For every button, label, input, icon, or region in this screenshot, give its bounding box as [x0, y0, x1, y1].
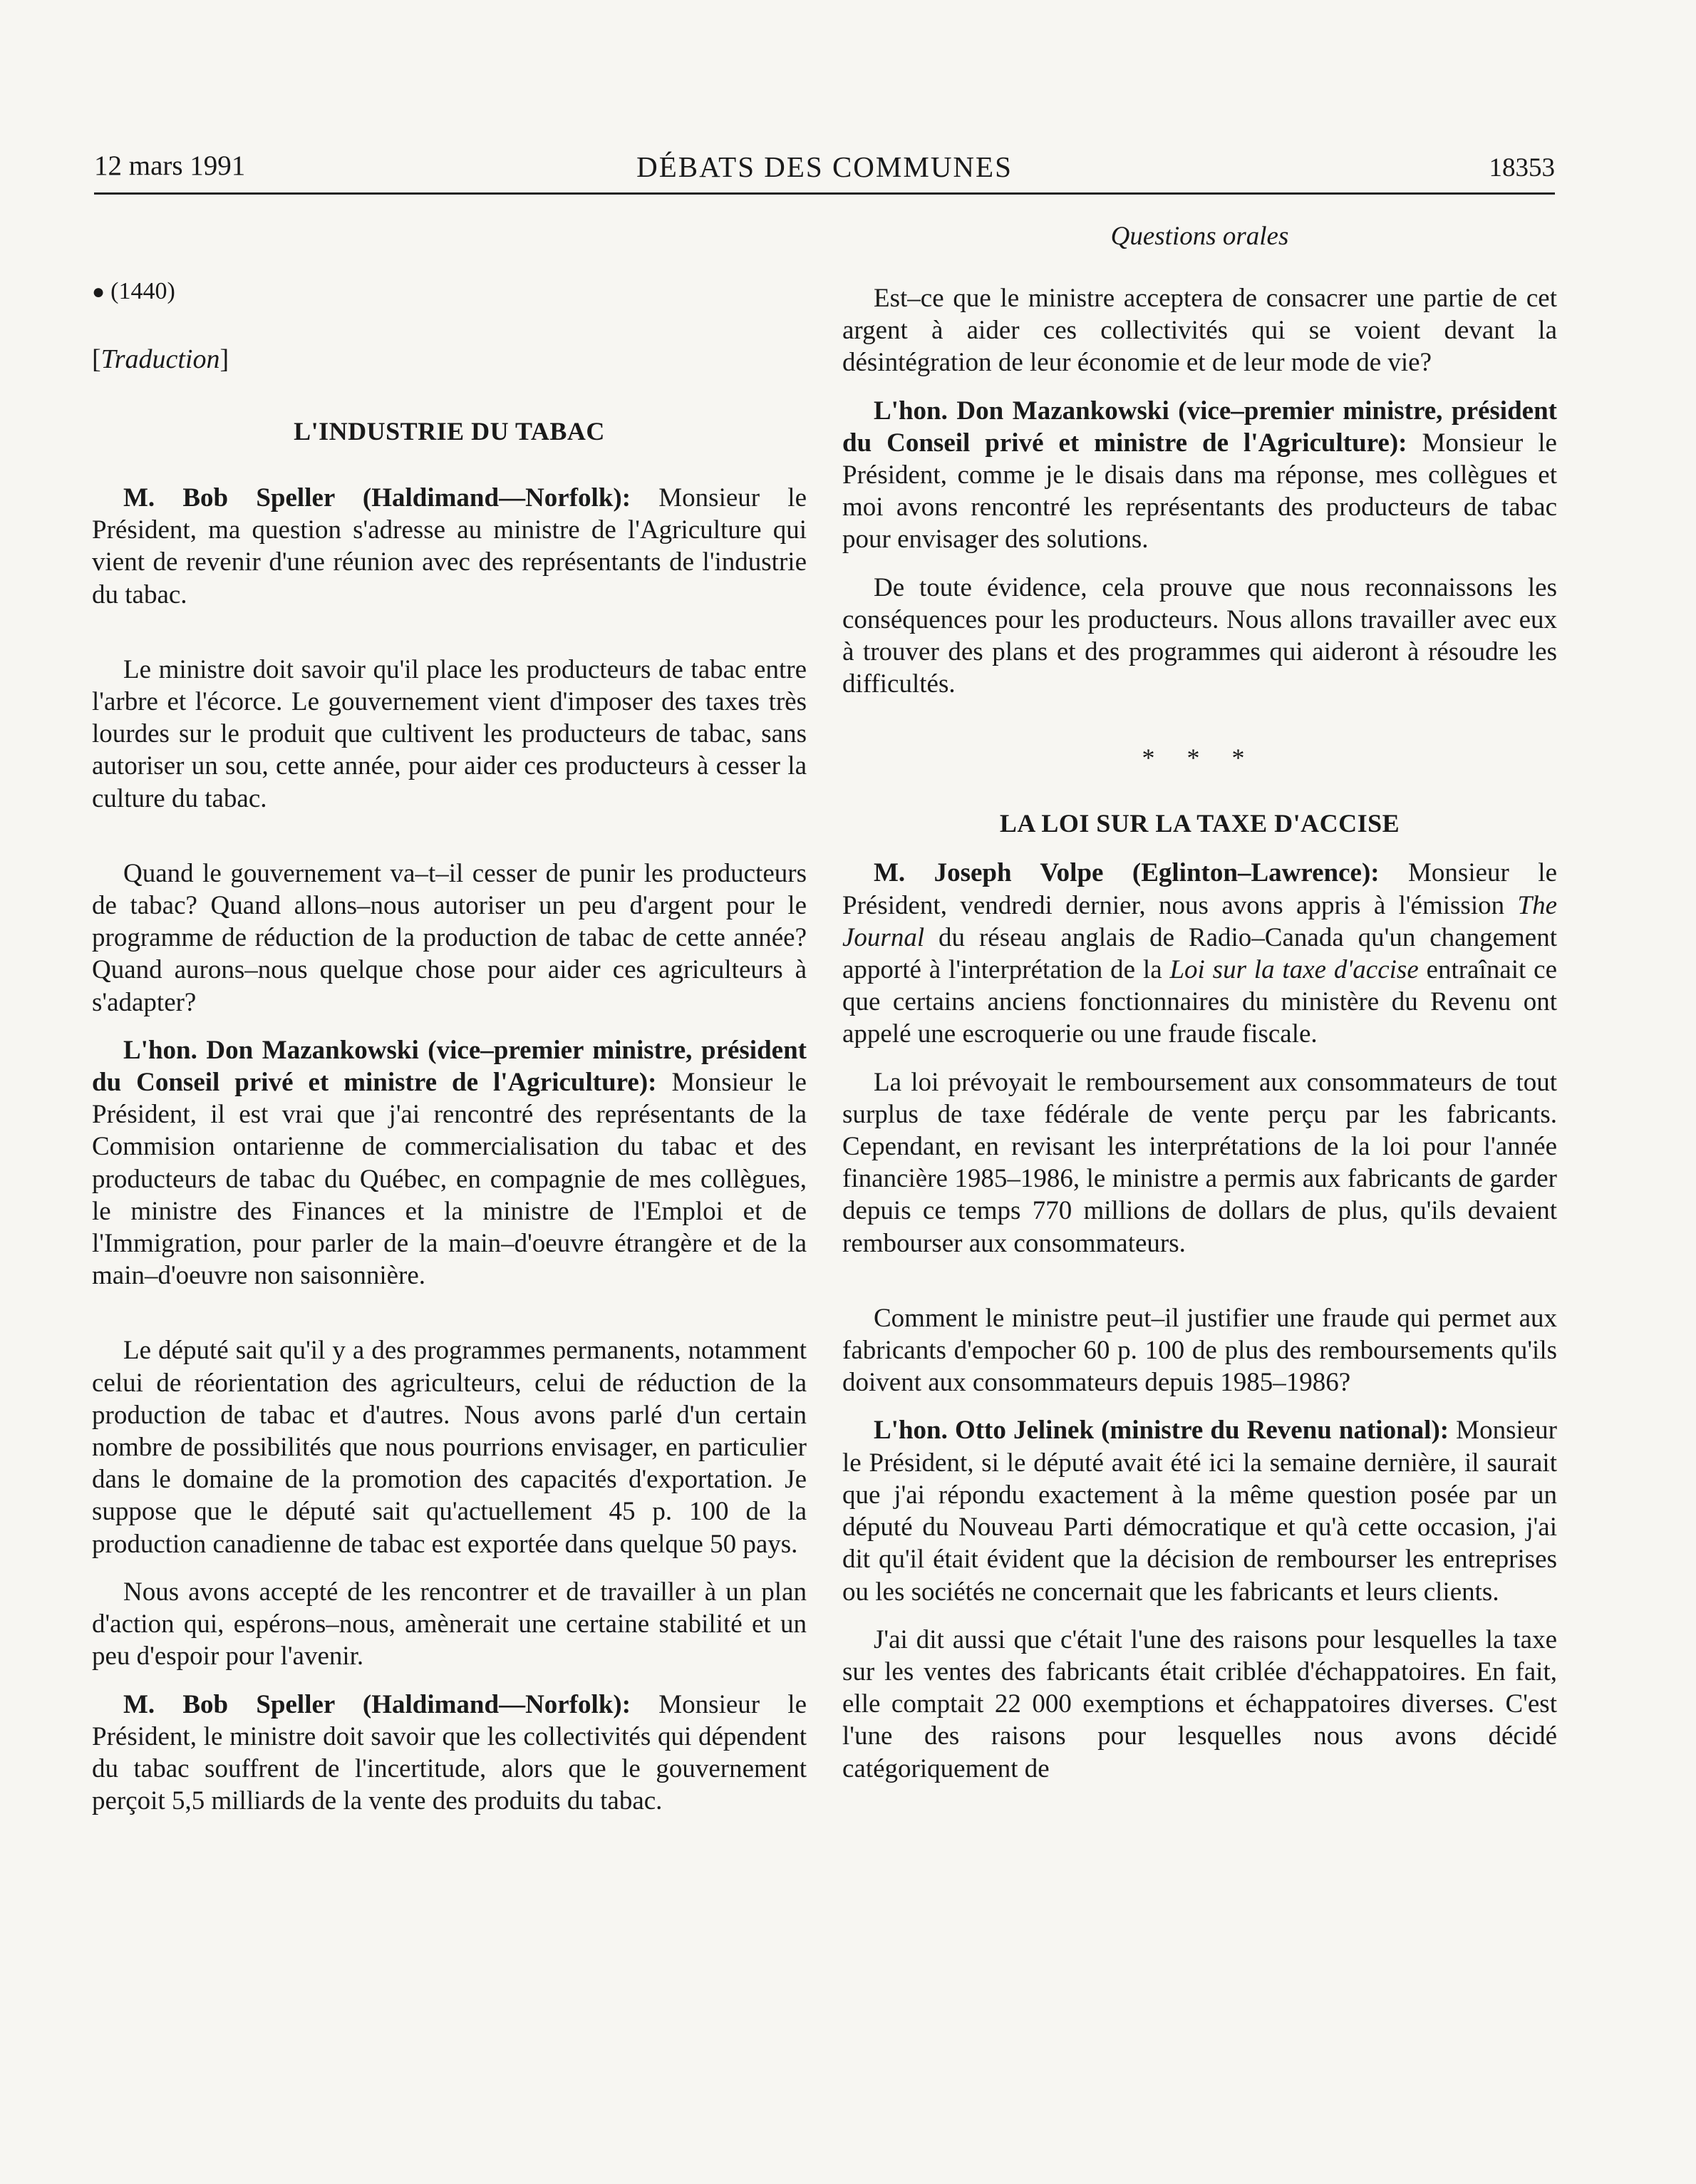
- paragraph: L'hon. Don Mazankowski (vice–premier ministre, président du Conseil privé et ministre de l'Agriculture): Monsieur le Président, comme je le disais dans ma réponse, mes collègues et moi avons rencontré les représentants des producteurs de tabac pour envisager des solutions.: [842, 396, 1557, 555]
- section-title-tabac: L'INDUSTRIE DU TABAC: [294, 417, 605, 445]
- paragraph: De toute évidence, cela prouve que nous reconnaissons les conséquences pour les producteurs. Nous allons travailler avec eux à trouver des plans et des programmes qui aideront à résoudre les difficultés.: [842, 572, 1557, 699]
- paragraph: Le ministre doit savoir qu'il place les producteurs de tabac entre l'arbre et l'écorce. Le gouvernement vient d'imposer des taxes très lourdes sur le produit que cultivent les producteurs de tabac, sans autoriser un sou, cette année, pour aider ces producteurs à cesser la culture du tabac.: [92, 654, 807, 813]
- paragraph: J'ai dit aussi que c'était l'une des raisons pour lesquelles la taxe sur les ventes des fabricants était criblée d'échappatoires. En fait, elle comptait 22 000 exemptions et échappatoires diverses. C'est l'une des raisons pour lesquelles nous avons décidé catégoriquement de: [842, 1624, 1557, 1783]
- speaker-name: L'hon. Don Mazankowski (vice–premier ministre, président du Conseil privé et ministre de l'Agriculture):: [92, 1035, 807, 1098]
- header-date: 12 mars 1991: [94, 150, 246, 181]
- page-header: [94, 147, 1555, 195]
- speaker-name: L'hon. Don Mazankowski (vice–premier ministre, président du Conseil privé et ministre de l'Agriculture):: [842, 396, 1557, 458]
- speaker-name: M. Joseph Volpe (Eglinton–Lawrence):: [874, 858, 1380, 888]
- speaker-name: M. Bob Speller (Haldimand—Norfolk):: [123, 483, 631, 512]
- paragraph: Nous avons accepté de les rencontrer et de travailler à un plan d'action qui, espérons–nous, amènerait une certaine stabilité et un peu d'espoir pour l'avenir.: [92, 1577, 807, 1672]
- section-separator: * * *: [1142, 743, 1258, 773]
- timestamp-text: (1440): [110, 278, 175, 304]
- paragraph: Est–ce que le ministre acceptera de consacrer une partie de cet argent à aider ces collectivités qui se voient devant la désintégration de leur économie et de leur mode de vie?: [842, 284, 1557, 378]
- paragraph: M. Bob Speller (Haldimand—Norfolk): Monsieur le Président, le ministre doit savoir que les collectivités qui dépendent du tabac souffrent de l'incertitude, alors que le gouvernement perçoit 5,5 milliards de la vente des produits du tabac.: [92, 1689, 807, 1816]
- paragraph: Le député sait qu'il y a des programmes permanents, notamment celui de réorientation des agriculteurs, celui de réduction de la production de tabac et d'autres. Nous avons parlé d'un certain nombre de possibilités que nous pourrions envisager, en particulier dans le domaine de la promotion des capacités d'exportation. Je suppose que le député sait qu'actuellement 45 p. 100 de la production canadienne de tabac est exportée dans quelque 50 pays.: [92, 1336, 807, 1559]
- section-title-accise: LA LOI SUR LA TAXE D'ACCISE: [999, 809, 1400, 838]
- running-head: Questions orales: [1110, 222, 1289, 251]
- paragraph: Comment le ministre peut–il justifier une fraude qui permet aux fabricants d'empocher 60 p. 100 de plus des remboursements qu'ils doivent aux consommateurs depuis 1985–1986?: [842, 1303, 1557, 1398]
- header-title: DÉBATS DES COMMUNES: [636, 150, 1013, 183]
- bullet-icon: ●: [92, 280, 105, 304]
- speaker-name: L'hon. Otto Jelinek (ministre du Revenu national):: [874, 1416, 1449, 1446]
- translation-note: [Traduction]: [92, 344, 229, 374]
- paragraph: L'hon. Otto Jelinek (ministre du Revenu national): Monsieur le Président, si le député avait été ici la semaine dernière, il saurait que j'ai répondu exactement à la même question posée par un député du Nouveau Parti démocratique et qu'à cette occasion, j'ai dit qu'il était évident que la décision de rembourser les entreprises ou les sociétés ne concernait que les fabricants et leurs clients.: [842, 1416, 1557, 1607]
- paragraph: M. Bob Speller (Haldimand—Norfolk): Monsieur le Président, ma question s'adresse au ministre de l'Agriculture qui vient de revenir d'une réunion avec des représentants de l'industrie du tabac.: [92, 483, 807, 609]
- speaker-name: M. Bob Speller (Haldimand—Norfolk):: [123, 1689, 631, 1719]
- paragraph: Quand le gouvernement va–t–il cesser de punir les producteurs de tabac? Quand allons–nous autoriser un peu d'argent pour le programme de réduction de la production de tabac de cette année? Quand aurons–nous quelque chose pour aider ces agriculteurs à s'adapter?: [92, 858, 807, 1017]
- header-page-number: 18353: [1489, 153, 1555, 182]
- right-column: [842, 221, 1557, 1785]
- paragraph: La loi prévoyait le remboursement aux consommateurs de tout surplus de taxe fédérale de vente perçu par les fabricants. Cependant, en revisant les interprétations de la loi pour l'année financière 1985–1986, le ministre a permis aux fabricants de garder depuis ce temps 770 millions de dollars de plus, qu'ils devaient rembourser aux consommateurs.: [842, 1067, 1557, 1258]
- left-column: [92, 221, 807, 1817]
- translation-word: Traduction: [100, 344, 220, 374]
- paragraph: M. Joseph Volpe (Eglinton–Lawrence): Monsieur le Président, vendredi dernier, nous avons appris à l'émission The Journal du réseau anglais de Radio–Canada qu'un changement apporté à l'interprétation de la Loi sur la taxe d'accise entraînait ce que certains anciens fonctionnaires du ministère du Revenu ont appelé une escroquerie ou une fraude fiscale.: [842, 858, 1558, 1049]
- timestamp: [92, 278, 807, 311]
- paragraph: L'hon. Don Mazankowski (vice–premier ministre, président du Conseil privé et ministre de l'Agriculture): Monsieur le Président, il est vrai que j'ai rencontré des représentants de la Commision ontarienne de commercialisation du tabac et des producteurs de tabac du Québec, en compagnie de mes collègues, le ministre des Finances et la ministre de l'Emploi et de l'Immigration, pour parler de la main–d'oeuvre étrangère et de la main–d'oeuvre non saisonnière.: [92, 1035, 807, 1291]
